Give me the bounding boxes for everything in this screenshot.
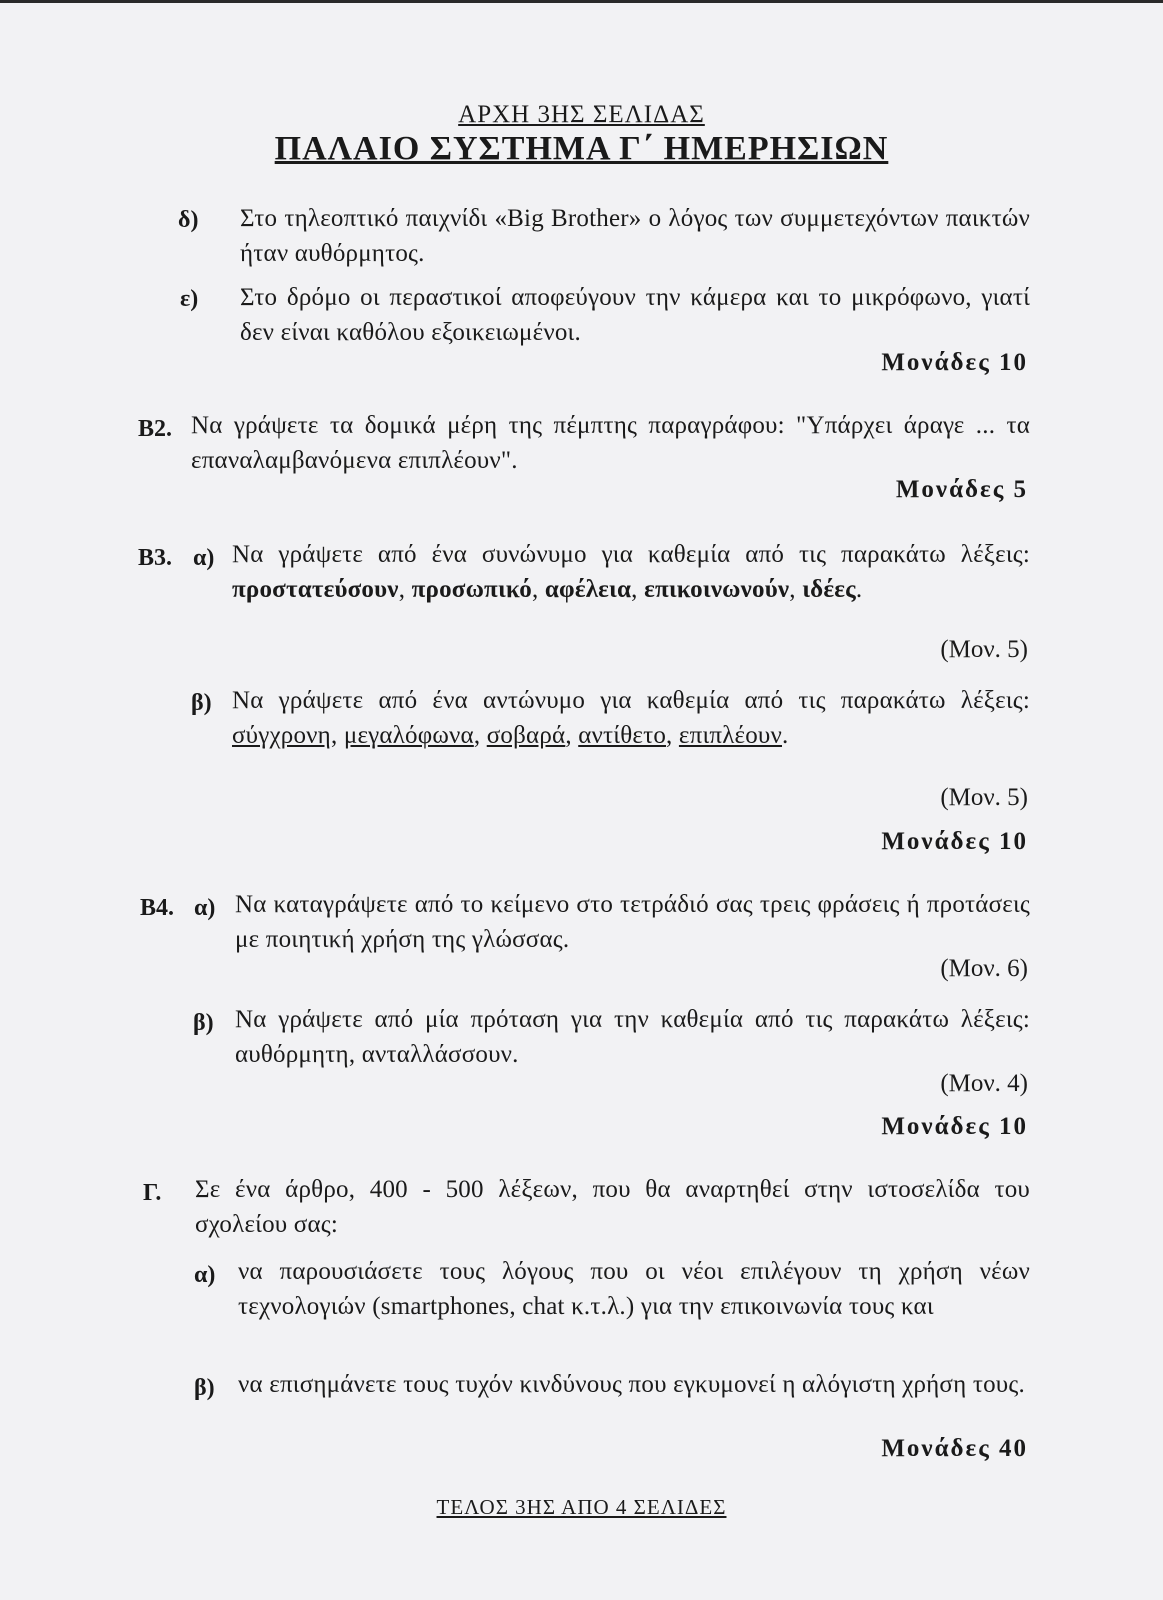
b3-b-text: Να γράψετε από ένα αντώνυμο για καθεμία από τις παρακάτω λέξεις: σύγχρονη, μεγαλόφωνα, σοβαρά, αντίθετο, επιπλέουν.	[232, 687, 1030, 749]
b3-a-word: ιδέες	[802, 576, 856, 603]
page-start-header: ΑΡΧΗ 3ΗΣ ΣΕΛΙΔΑΣ	[458, 101, 705, 128]
b3-b-word: σοβαρά	[486, 722, 566, 749]
b3-a-word: προσωπικό	[411, 576, 532, 603]
b3-a-word: αφέλεια	[544, 576, 632, 603]
g-b-label: β)	[194, 1375, 215, 1401]
b3-a-label: α)	[193, 545, 215, 571]
item-d-label: δ)	[178, 207, 199, 233]
b4-b-text: Να γράψετε από μία πρόταση για την καθεμία από τις παρακάτω λέξεις: αυθόρμητη, ανταλλάσσουν.	[235, 1006, 1030, 1068]
b2-marks: Μονάδες 5	[895, 476, 1028, 503]
g-label: Γ.	[143, 1180, 162, 1206]
b4-a-marks: (Μον. 6)	[940, 955, 1028, 982]
b3-b-word: αντίθετο	[578, 722, 667, 749]
b3-b-intro: Να γράψετε από ένα αντώνυμο για καθεμία από τις παρακάτω λέξεις:	[232, 687, 1030, 714]
scan-edge-line	[0, 0, 1163, 3]
b3-marks: Μονάδες 10	[881, 828, 1028, 855]
page-end-footer: ΤΕΛΟΣ 3ΗΣ ΑΠΟ 4 ΣΕΛΙΔΕΣ	[436, 1495, 727, 1519]
b3-a-text: Να γράψετε από ένα συνώνυμο για καθεμία από τις παρακάτω λέξεις: προστατεύσουν, προσωπικό, αφέλεια, επικοινωνούν, ιδέες.	[232, 541, 1030, 603]
b3-b-word: επιπλέουν	[678, 722, 782, 749]
b3-b-label: β)	[191, 690, 212, 716]
b3-a-intro: Να γράψετε από ένα συνώνυμο για καθεμία από τις παρακάτω λέξεις:	[232, 541, 1030, 568]
b3-b-word: σύγχρονη	[232, 722, 331, 749]
b1-marks: Μονάδες 10	[881, 349, 1028, 376]
item-e-text: Στο δρόμο οι περαστικοί αποφεύγουν την κάμερα και το μικρόφωνο, γιατί δεν είναι καθόλου εξοικειωμένοι.	[240, 284, 1030, 346]
g-marks: Μονάδες 40	[881, 1435, 1028, 1462]
g-a-label: α)	[194, 1262, 216, 1288]
b3-a-word: προστατεύσουν	[232, 576, 399, 603]
b4-a-label: α)	[194, 895, 216, 921]
b4-marks: Μονάδες 10	[881, 1113, 1028, 1140]
g-text: Σε ένα άρθρο, 400 - 500 λέξεων, που θα αναρτηθεί στην ιστοσελίδα του σχολείου σας:	[195, 1176, 1030, 1238]
b4-b-marks: (Μον. 4)	[940, 1070, 1028, 1097]
item-e-label: ε)	[180, 286, 199, 312]
b3-b-marks: (Μον. 5)	[940, 784, 1028, 811]
g-a-text: να παρουσιάσετε τους λόγους που οι νέοι επιλέγουν τη χρήση νέων τεχνολογιών (smartphones, chat κ.τ.λ.) για την επικοινωνία τους και	[238, 1258, 1030, 1320]
b4-label: Β4.	[140, 895, 175, 921]
g-b-text: να επισημάνετε τους τυχόν κινδύνους που εγκυμονεί η αλόγιστη χρήση τους.	[238, 1371, 1025, 1398]
b4-b-label: β)	[193, 1010, 214, 1036]
b4-a-text: Να καταγράψετε από το κείμενο στο τετράδιό σας τρεις φράσεις ή προτάσεις με ποιητική χρήση της γλώσσας.	[235, 891, 1030, 953]
b3-a-marks: (Μον. 5)	[940, 636, 1028, 663]
item-d-text: Στο τηλεοπτικό παιχνίδι «Big Brother» ο λόγος των συμμετεχόντων παικτών ήταν αυθόρμητος.	[240, 205, 1030, 267]
b3-a-word: επικοινωνούν	[644, 576, 790, 603]
exam-title: ΠΑΛΑΙΟ ΣΥΣΤΗΜΑ Γ΄ ΗΜΕΡΗΣΙΩΝ	[274, 130, 889, 167]
b2-text: Να γράψετε τα δομικά μέρη της πέμπτης παραγράφου: "Υπάρχει άραγε ... τα επαναλαμβανόμενα επιπλέουν".	[191, 412, 1030, 474]
b3-b-word: μεγαλόφωνα	[343, 722, 474, 749]
b3-label: Β3.	[138, 545, 173, 571]
b2-label: Β2.	[138, 416, 173, 442]
